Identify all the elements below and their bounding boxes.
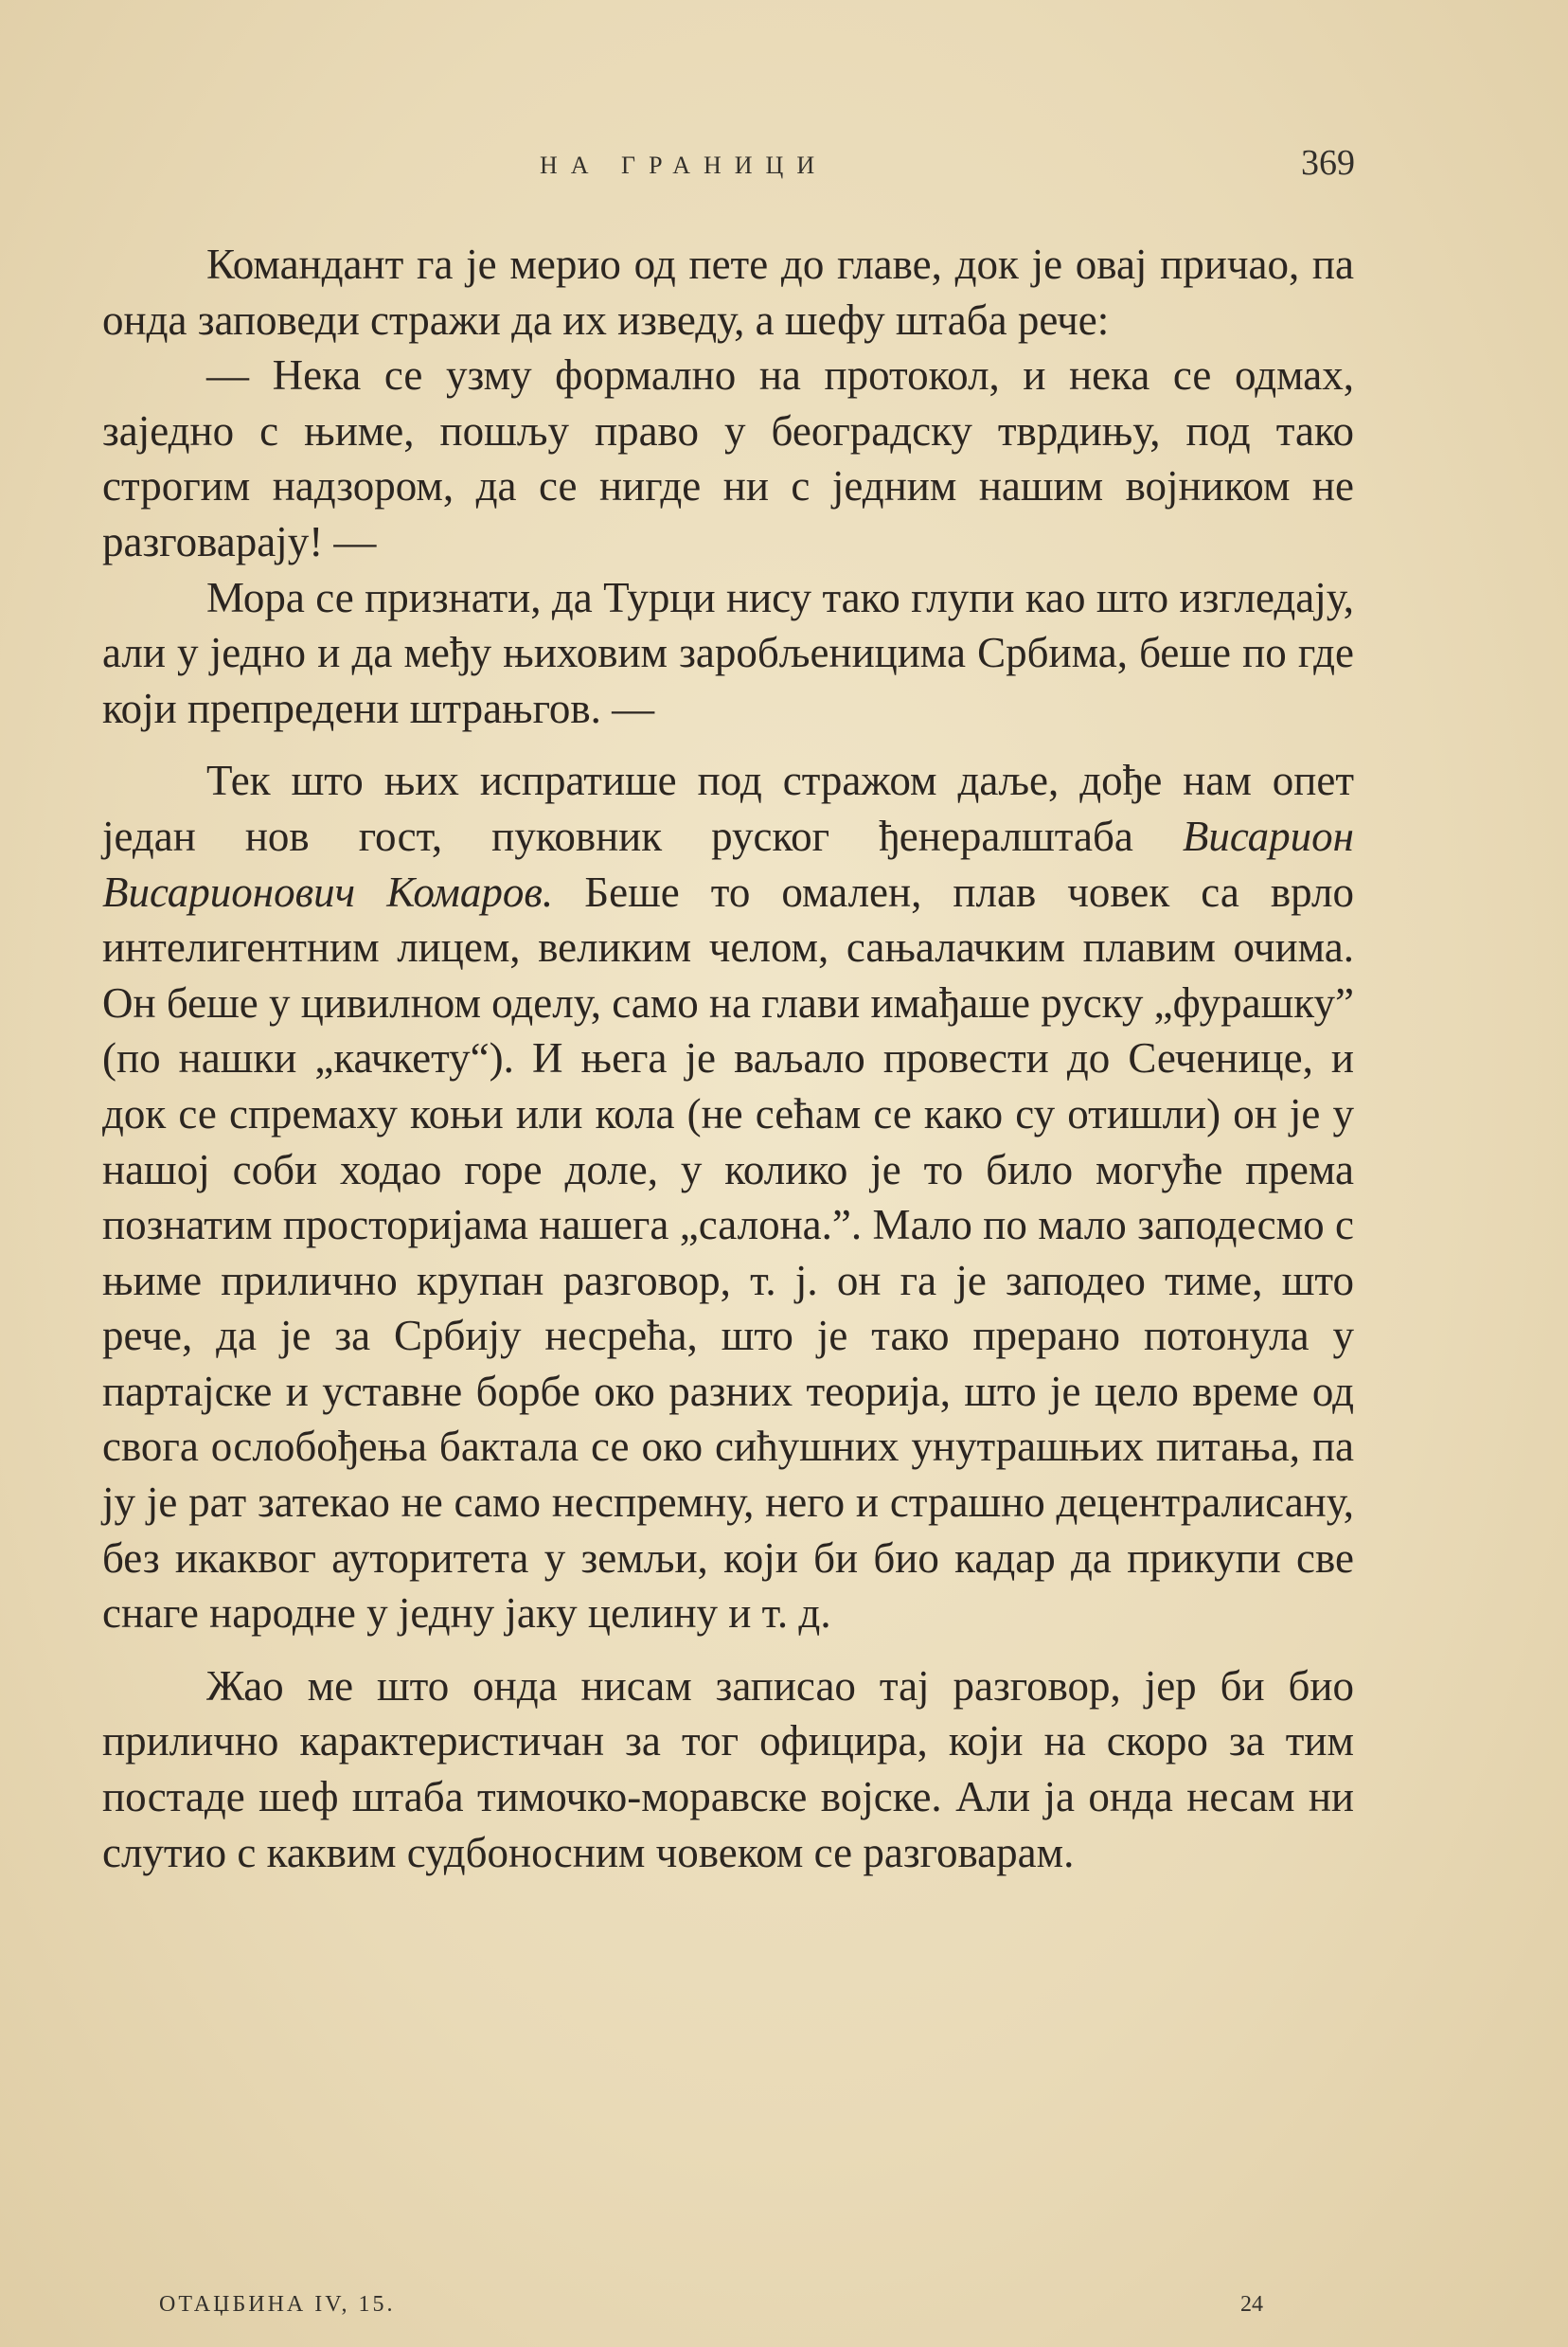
sheet-number: 24: [1240, 2292, 1263, 2317]
running-title: НА ГРАНИЦИ: [540, 152, 829, 179]
paragraph-3: Мора се признати, да Турци нису тако глупи као што изгледају, али у једно и да међу њиховим заробљеницима Србима, беше по где који препредени штрањгов. —: [102, 573, 1354, 732]
running-head: [0, 142, 1568, 199]
paragraph-4-rest: Беше то омален, плав човек са врло интелигентним лицем, великим челом, сањалачким плавим очима. Он беше у цивилном оделу, само на глави имађаше руску „фурашку” (по нашки „качкету“). И њега је ваљало провести до Сеченице, и док се спремаху коњи или кола (не сећам се како су отишли) он је у нашој соби ходао горе доле, у колико је то било могуће према познатим просторијама нашега „салона.”. Мало по мало заподесмо с њиме прилично крупан разговор, т. ј. он га је заподео тиме, што рече, да је за Србију несрећа, што је тако прерано потонула у партајске и уставне борбе око разних теорија, што је цело време од свога ослобођења бактала се око сићушних унутрашњих питања, па ју је рат затекао не само неспремну, него и страшно децентралисану, без икаквог ауторитета у земљи, који би био кадар да прикупи све снаге народне у једну јаку целину и т. д.: [102, 868, 1354, 1638]
colonel-name: Висарион Висарионович Комаров.: [102, 812, 1354, 916]
paragraph-5: Жао ме што онда нисам записао тај разговор, јер би био прилично карактеристичан за тог официра, који на скоро за тим постаде шеф штаба тимочко-моравске војске. Али ја онда несам ни слутио с каквим судбоносним човеком се разговарам.: [102, 1661, 1354, 1876]
paragraph-4-lead: Тек што њих испратише под стражом даље, дође нам опет један нов гост, пуковник руског ђенералштаба: [102, 757, 1354, 860]
printer-signature: ОТАЏБИНА IV, 15.: [159, 2292, 396, 2317]
page-number: 369: [1301, 143, 1355, 183]
paragraph-2: — Нека се узму формално на протокол, и нека се одмах, заједно с њиме, пошљу право у београдску тврдињу, под тако строгим надзором, да се нигде ни с једним нашим војником не разговарају! —: [102, 351, 1354, 565]
paragraph-4: [102, 753, 1354, 1641]
paragraph-1: Командант га је мерио од пете до главе, док је овај причао, па онда заповеди стражи да их изведу, а шефу штаба рече:: [102, 241, 1354, 344]
body-text: [102, 237, 1354, 1880]
page-footer: [0, 2292, 1568, 2330]
